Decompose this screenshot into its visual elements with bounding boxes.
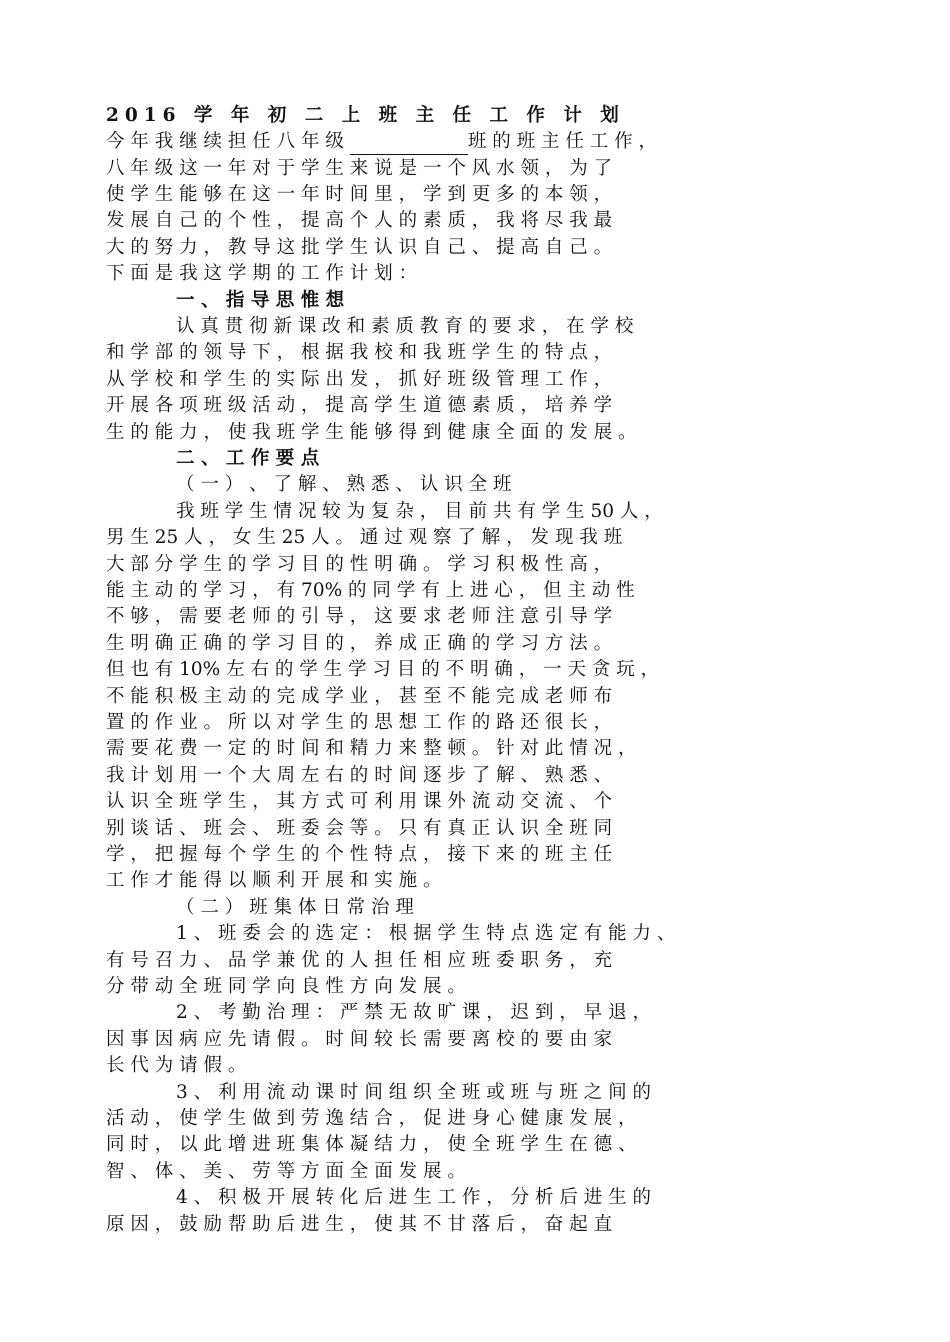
section-1-line: 和 学 部 的 领 导 下 ， 根 据 我 校 和 我 班 学 生 的 特 点 ，: [106, 342, 613, 363]
intro-line-1: [106, 129, 846, 155]
subsection-1-line: 不 能 积 极 主 动 的 完 成 学 业 ， 甚 至 不 能 完 成 老 师 布: [106, 686, 613, 707]
section-1-line: 从 学 校 和 学 生 的 实 际 出 发 ， 抓 好 班 级 管 理 工 作 ，: [106, 369, 613, 390]
subsection-1-line: 不 够 ， 需 要 老 师 的 引 导 ， 这 要 求 老 师 注 意 引 导 学: [106, 606, 613, 627]
section-1-heading: 一 、 指 导 思 惟 想: [176, 290, 345, 311]
intro-line: 发 展 自 己 的 个 性 ， 提 高 个 人 的 素 质 ， 我 将 尽 我 最: [106, 210, 613, 231]
subsection-1-line: 但 也 有 10% 左 右 的 学 生 学 习 目 的 不 明 确 ， 一 天 贪 玩 ，: [106, 659, 660, 680]
subsection-2-line: 1 、 班 委 会 的 选 定 ： 根 据 学 生 特 点 选 定 有 能 力 、: [176, 923, 676, 944]
section-2-heading: 二 、 工 作 要 点: [176, 448, 320, 469]
class-number-blank: [350, 134, 468, 155]
intro-line: 八 年 级 这 一 年 对 于 学 生 来 说 是 一 个 风 水 领 ， 为 了: [106, 158, 613, 179]
subsection-1-heading: （ 一 ） 、 了 解 、 熟 悉 、 认 识 全 班: [176, 474, 512, 495]
subsection-2-line: 长 代 为 请 假 。: [106, 1055, 247, 1076]
subsection-1-line: 大 部 分 学 生 的 学 习 目 的 性 明 确 。 学 习 积 极 性 高 ，: [106, 554, 613, 575]
subsection-2-line: 分 带 动 全 班 同 学 向 良 性 方 向 发 展 。: [106, 976, 466, 997]
section-1-line: 生 的 能 力 ， 使 我 班 学 生 能 够 得 到 健 康 全 面 的 发 展 。: [106, 422, 637, 443]
subsection-2-line: 因 事 因 病 应 先 请 假 。 时 间 较 长 需 要 离 校 的 要 由 家: [106, 1029, 613, 1050]
subsection-1-line: 男 生 25 人 ， 女 生 25 人 。 通 过 观 察 了 解 ， 发 现 我 班: [106, 527, 623, 548]
subsection-2-line: 有 号 召 力 、 品 学 兼 优 的 人 担 任 相 应 班 委 职 务 ， 充: [106, 950, 613, 971]
intro-line: 下 面 是 我 这 学 期 的 工 作 计 划 ：: [106, 263, 418, 284]
subsection-2-line: 原 因 ， 鼓 励 帮 助 后 进 生 ， 使 其 不 甘 落 后 ， 奋 起 直: [106, 1214, 613, 1235]
subsection-1-line: 认 识 全 班 学 生 ， 其 方 式 可 利 用 课 外 流 动 交 流 、 个: [106, 791, 613, 812]
subsection-2-line: 4 、 积 极 开 展 转 化 后 进 生 工 作 ， 分 析 后 进 生 的: [176, 1187, 652, 1208]
subsection-1-line: 需 要 花 费 一 定 的 时 间 和 精 力 来 整 顿 。 针 对 此 情 况 ，: [106, 738, 637, 759]
subsection-1-line: 学 ， 把 握 每 个 学 生 的 个 性 特 点 ， 接 下 来 的 班 主 任: [106, 844, 613, 865]
subsection-2-line: 活 动 ， 使 学 生 做 到 劳 逸 结 合 ， 促 进 身 心 健 康 发 展 ，: [106, 1108, 637, 1129]
subsection-1-line: 我 班 学 生 情 况 较 为 复 杂 ， 目 前 共 有 学 生 50 人 ，: [176, 501, 663, 522]
intro-line: 使 学 生 能 够 在 这 一 年 时 间 里 ， 学 到 更 多 的 本 领 ，: [106, 184, 613, 205]
section-1-line: 认 真 贯 彻 新 课 改 和 素 质 教 育 的 要 求 ， 在 学 校: [176, 316, 634, 337]
subsection-1-line: 生 明 确 正 确 的 学 习 目 的 ， 养 成 正 确 的 学 习 方 法 。: [106, 633, 613, 654]
subsection-2-line: 智 、 体 、 美 、 劳 等 方 面 全 面 发 展 。: [106, 1161, 466, 1182]
intro-line-1-end: 班 的 班 主 任 工 作 ，: [467, 131, 657, 152]
subsection-2-line: 3 、 利 用 流 动 课 时 间 组 织 全 班 或 班 与 班 之 间 的: [176, 1082, 652, 1103]
subsection-1-line: 置 的 作 业 。 所 以 对 学 生 的 思 想 工 作 的 路 还 很 长 ，: [106, 712, 613, 733]
subsection-2-line: 2 、 考 勤 治 理 ： 严 禁 无 故 旷 课 ， 迟 到 ， 早 退 ，: [176, 1002, 652, 1023]
subsection-1-line: 我 计 划 用 一 个 大 周 左 右 的 时 间 逐 步 了 解 、 熟 悉 、: [106, 765, 613, 786]
intro-line-1-start: 今 年 我 继 续 担 任 八 年 级: [106, 131, 344, 152]
section-1-line: 开 展 各 项 班 级 活 动 ， 提 高 学 生 道 德 素 质 ， 培 养 学: [106, 395, 613, 416]
subsection-1-line: 工 作 才 能 得 以 顺 利 开 展 和 实 施 。: [106, 870, 442, 891]
subsection-1-line: 能 主 动 的 学 习 ， 有 70% 的 同 学 有 上 进 心 ， 但 主 动 性: [106, 580, 635, 601]
document-title: 2016 学 年 初 二 上 班 主 任 工 作 计 划: [106, 105, 625, 126]
subsection-2-heading: （ 二 ） 班 集 体 日 常 治 理: [176, 897, 414, 918]
intro-line: 大 的 努 力 ， 教 导 这 批 学 生 认 识 自 己 、 提 高 自 己 。: [106, 237, 613, 258]
subsection-1-line: 别 谈 话 、 班 会 、 班 委 会 等 。 只 有 真 正 认 识 全 班 同: [106, 818, 613, 839]
subsection-2-line: 同 时 ， 以 此 增 进 班 集 体 凝 结 力 ， 使 全 班 学 生 在 德 、: [106, 1134, 637, 1155]
